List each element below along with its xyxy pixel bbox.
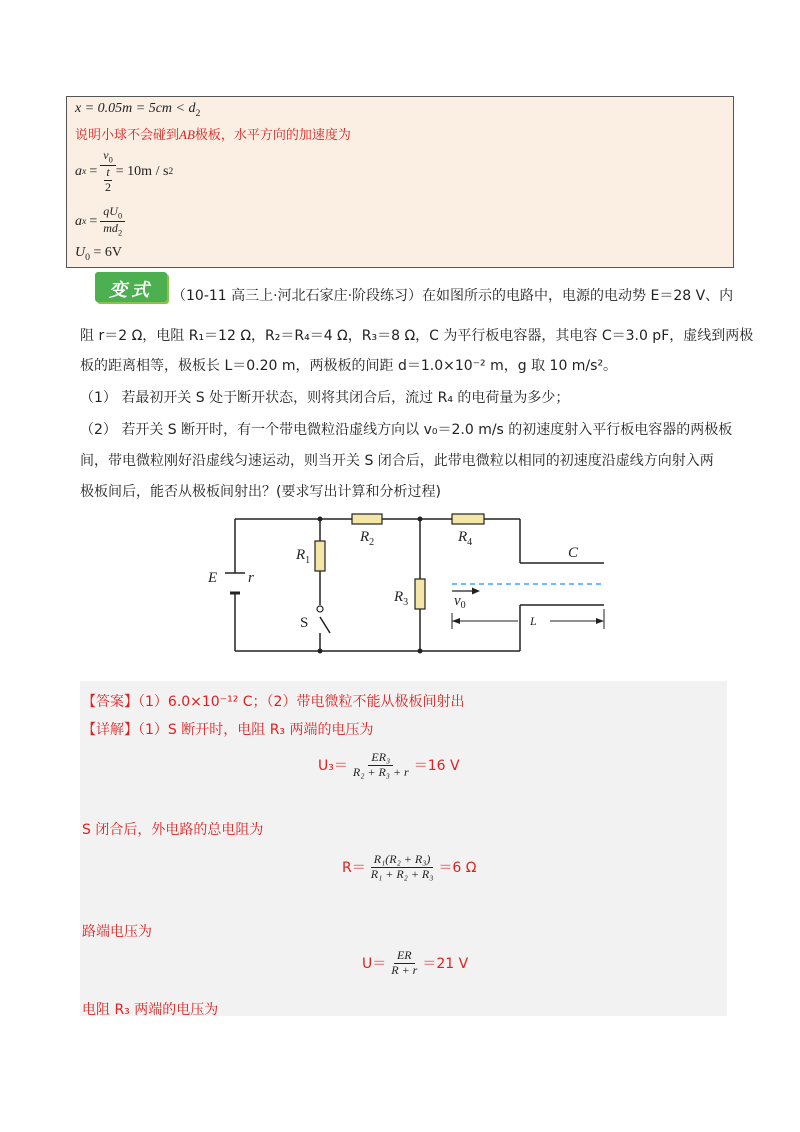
- label-r: r: [248, 570, 254, 586]
- detail-line: 【详解】（1）S 断开时，电阻 R₃ 两端的电压为: [82, 722, 374, 738]
- question-2-line-1: （2） 若开关 S 断开时，有一个带电微粒沿虚线方向以 v₀＝2.0 m/s 的初速度射入平行板电容器的两极板: [80, 422, 733, 438]
- solution-box: [66, 96, 734, 268]
- label-r3: $R_3$: [394, 589, 409, 608]
- paragraph-terminal-voltage: 路端电压为: [82, 924, 152, 940]
- eq-ax-2: a x = $\frac{qU_0}{md_2}$: [75, 205, 125, 238]
- label-s: S: [300, 615, 309, 631]
- label-c: C: [568, 545, 579, 561]
- resistor-r2: [352, 514, 382, 524]
- label-e: E: [208, 570, 218, 586]
- label-r1: $R_1$: [296, 547, 311, 566]
- label-r4: $R_4$: [458, 529, 473, 548]
- resistor-r3: [415, 579, 425, 609]
- equation-u3: U₃＝ $\frac{\text{ER₃}}{\text{R₂ + R₃ + r}}$ ＝16 V: [318, 750, 460, 779]
- question-1: （1） 若最初开关 S 处于断开状态，则将其闭合后，流过 R₄ 的电荷量为多少；: [80, 390, 570, 406]
- answer-line: 【答案】（1）6.0×10⁻¹² C；（2）带电微粒不能从极板间射出: [82, 694, 465, 710]
- switch-contact: [317, 606, 323, 612]
- eq-x-line: $x = 0.05m = 5cm < d_2$: [75, 101, 201, 119]
- eq-u0: $U_0 = 6V$: [75, 245, 123, 263]
- problem-line-1: （10-11 高三上·河北石家庄·阶段练习）在如图所示的电路中，电源的电动势 E＝28 V、内: [172, 288, 734, 304]
- variant-badge: 变式: [95, 272, 167, 302]
- equation-r: R＝ $\frac{\text{R₁(R₂ + R₃)}}{\text{R₁ + R₂ + R₃}}$ ＝6 Ω: [342, 852, 477, 881]
- explanation-line: 说明小球不会碰到AB极板，水平方向的加速度为: [75, 127, 351, 143]
- question-2-line-3: 极板间后，能否从极板间射出？(要求写出计算和分析过程): [80, 484, 441, 500]
- resistor-r4: [452, 514, 484, 524]
- problem-line-2: 阻 r＝2 Ω，电阻 R₁＝12 Ω，R₂＝R₄＝4 Ω，R₃＝8 Ω，C 为平行板电容器，其电容 C＝3.0 pF，虚线到两极: [80, 328, 754, 344]
- problem-line-3: 板的距离相等，极板长 L＝0.20 m，两极板的间距 d＝1.0×10⁻² m，g 取 10 m/s²。: [80, 358, 618, 374]
- label-r2: $R_2$: [360, 529, 375, 548]
- label-v0: $v_0$: [454, 593, 466, 611]
- eq-ax-1: a x = $v_0$ t 2 = 10m / s 2: [75, 148, 174, 194]
- circuit-diagram: [200, 505, 620, 665]
- label-l: L: [530, 614, 537, 628]
- paragraph-r3-voltage: 电阻 R₃ 两端的电压为: [82, 1002, 219, 1018]
- resistor-r1: [315, 541, 325, 571]
- equation-u: U＝ $\frac{ER}{R + r}$ ＝21 V: [362, 948, 469, 977]
- answer-panel: [80, 681, 727, 1016]
- paragraph-total-resistance: S 闭合后，外电路的总电阻为: [82, 822, 264, 838]
- question-2-line-2: 间，带电微粒刚好沿虚线匀速运动，则当开关 S 闭合后，此带电微粒以相同的初速度沿虚线方向射入两: [80, 453, 714, 469]
